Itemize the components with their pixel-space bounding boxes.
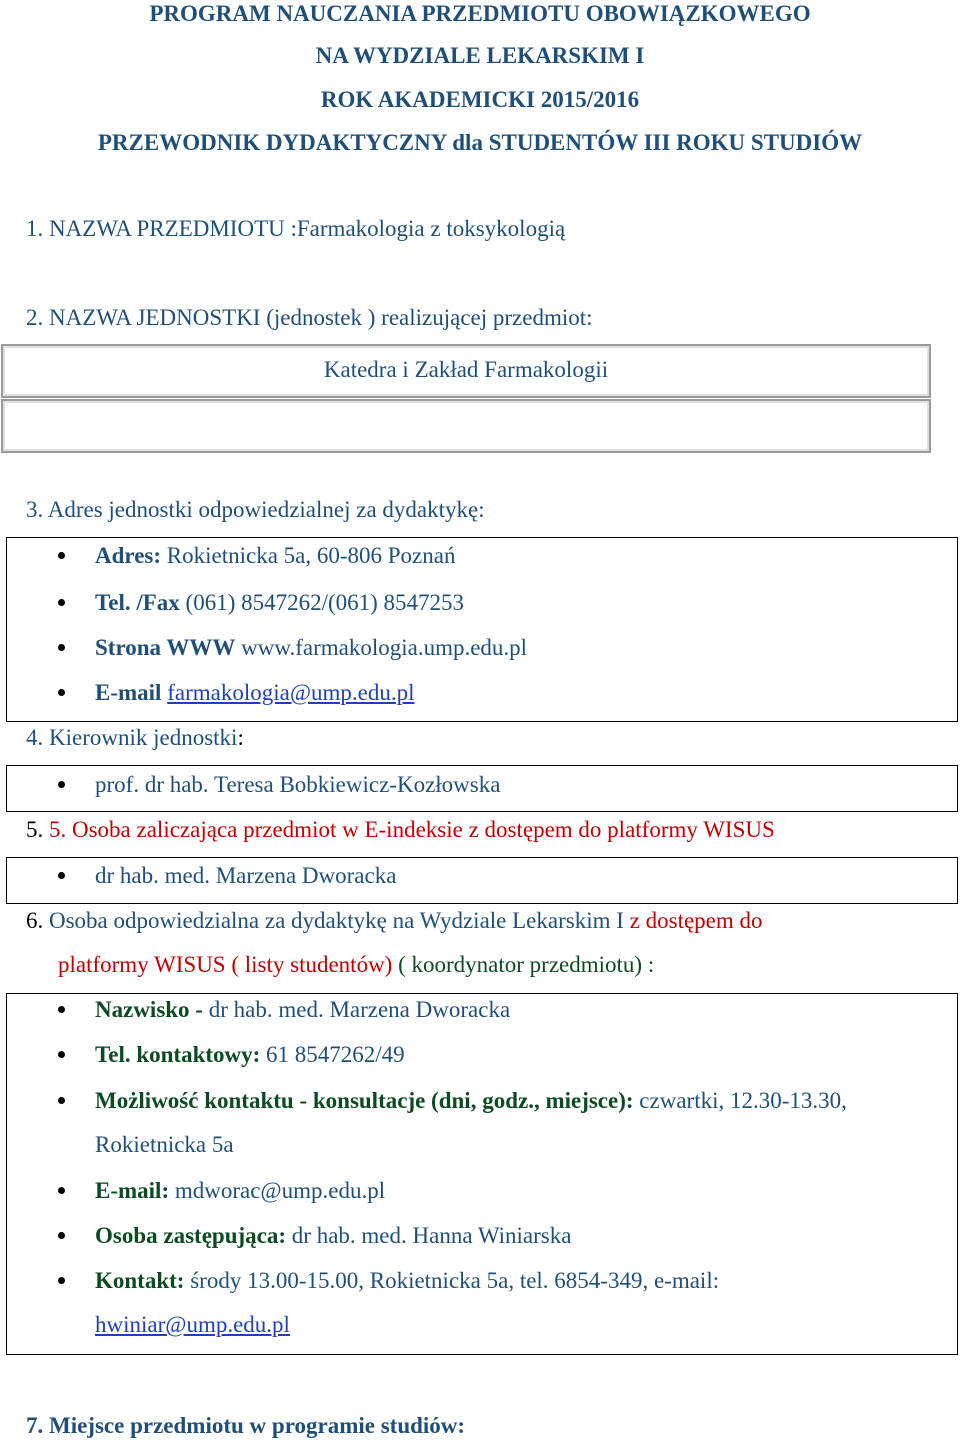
section-6-label-e: ( koordynator przedmiotu) : xyxy=(392,952,655,977)
bullet-icon xyxy=(58,1277,65,1284)
www-item xyxy=(58,634,960,662)
bullet-icon xyxy=(58,1187,65,1194)
section-6-line-2 xyxy=(58,951,960,979)
email-link[interactable]: farmakologia@ump.edu.pl xyxy=(167,680,415,705)
coordinator-tel-label: Tel. kontaktowy: xyxy=(95,1042,261,1067)
deputy-contact-item xyxy=(58,1267,960,1295)
coordinator-email-value: mdworac@ump.edu.pl xyxy=(169,1178,386,1203)
section-1 xyxy=(26,215,960,243)
section-5-label: 5. Osoba zaliczająca przedmiot w E-indeksie z dostępem do platformy WISUS xyxy=(49,817,775,842)
header-line-2: NA WYDZIALE LEKARSKIM I xyxy=(315,43,645,68)
coordinator-email-label: E-mail: xyxy=(95,1178,170,1203)
www-label: Strona WWW xyxy=(95,635,236,660)
tel-fax-item xyxy=(58,589,960,617)
deputy-contact-value: środy 13.00-15.00, Rokietnicka 5a, tel. 6854-349, e-mail: xyxy=(184,1268,720,1293)
section-1-value: Farmakologia z toksykologią xyxy=(296,216,566,241)
coordinator-name-label: Nazwisko - xyxy=(95,997,203,1022)
bullet-icon xyxy=(58,781,65,788)
section-4-label: 4. Kierownik jednostki xyxy=(26,725,238,750)
section-4-colon: : xyxy=(237,725,244,750)
section-7-label: 7. Miejsce przedmiotu w programie studiów: xyxy=(26,1413,466,1438)
deputy-item xyxy=(58,1222,960,1250)
address-item xyxy=(58,542,960,570)
tel-fax-value: (061) 8547262/(061) 8547253 xyxy=(179,590,465,615)
bullet-icon xyxy=(58,1097,65,1104)
bullet-icon xyxy=(58,1051,65,1058)
section-2-label: 2. NAZWA JEDNOSTKI (jednostek ) realizującej przedmiot: xyxy=(26,305,593,330)
email-label: E-mail xyxy=(95,680,162,705)
deputy-email-row xyxy=(95,1311,960,1339)
deputy-value: dr hab. med. Hanna Winiarska xyxy=(286,1223,572,1248)
consultation-place: Rokietnicka 5a xyxy=(95,1132,234,1157)
address-label: Adres: xyxy=(95,543,162,568)
address-value: Rokietnicka 5a, 60-806 Poznań xyxy=(161,543,456,568)
consultation-label: Możliwość kontaktu - konsultacje (dni, godz., miejsce): xyxy=(95,1088,634,1113)
bullet-icon xyxy=(58,552,65,559)
deputy-contact-label: Kontakt: xyxy=(95,1268,185,1293)
www-value: www.farmakologia.ump.edu.pl xyxy=(235,635,528,660)
tel-fax-label: Tel. /Fax xyxy=(95,590,180,615)
bullet-icon xyxy=(58,1006,65,1013)
header-line-4: PRZEWODNIK DYDAKTYCZNY dla STUDENTÓW III ROKU STUDIÓW xyxy=(97,130,863,155)
coordinator-name-item xyxy=(58,996,960,1024)
unit-name-box-1 xyxy=(1,344,931,398)
email-item xyxy=(58,679,960,707)
consultation-item xyxy=(58,1087,960,1115)
unit-name-value: Katedra i Zakład Farmakologii xyxy=(323,357,609,382)
section-6-line-1 xyxy=(26,907,960,935)
deputy-label: Osoba zastępująca: xyxy=(95,1223,287,1248)
header-line-1: PROGRAM NAUCZANIA PRZEDMIOTU OBOWIĄZKOWEGO xyxy=(149,1,811,26)
bullet-icon xyxy=(58,599,65,606)
head-of-unit-value: prof. dr hab. Teresa Bobkiewicz-Kozłowska xyxy=(95,772,501,797)
bullet-icon xyxy=(58,689,65,696)
coordinator-name-value: dr hab. med. Marzena Dworacka xyxy=(202,997,511,1022)
unit-name-box-2 xyxy=(1,399,931,453)
bullet-icon xyxy=(58,872,65,879)
section-6-number: 6. xyxy=(26,908,49,933)
header-line-3: ROK AKADEMICKI 2015/2016 xyxy=(320,87,640,112)
section-6-label-a: Osoba odpowiedzialna za dydaktykę na Wydziale Lekarskim I xyxy=(49,908,630,933)
section-3-label: 3. Adres jednostki odpowiedzialnej za dydaktykę: xyxy=(26,497,485,522)
section-1-label: 1. NAZWA PRZEDMIOTU : xyxy=(26,216,297,241)
coordinator-tel-item xyxy=(58,1041,960,1069)
examiner-value: dr hab. med. Marzena Dworacka xyxy=(95,863,397,888)
section-6-label-b: z dostępem do xyxy=(629,908,763,933)
section-6-label-c: platformy WISUS ( xyxy=(58,952,245,977)
bullet-icon xyxy=(58,644,65,651)
coordinator-email-item xyxy=(58,1177,960,1205)
section-6-label-d: listy studentów) xyxy=(244,952,393,977)
examiner-item xyxy=(58,862,960,890)
section-4 xyxy=(26,724,960,752)
consultation-value: czwartki, 12.30-13.30, xyxy=(633,1088,847,1113)
deputy-email-link[interactable]: hwiniar@ump.edu.pl xyxy=(95,1312,290,1337)
head-of-unit-item xyxy=(58,771,960,799)
bullet-icon xyxy=(58,1232,65,1239)
coordinator-tel-value: 61 8547262/49 xyxy=(260,1042,405,1067)
section-5: 5. 5. Osoba zaliczająca przedmiot w E-indeksie z dostępem do platformy WISUS xyxy=(26,817,775,842)
